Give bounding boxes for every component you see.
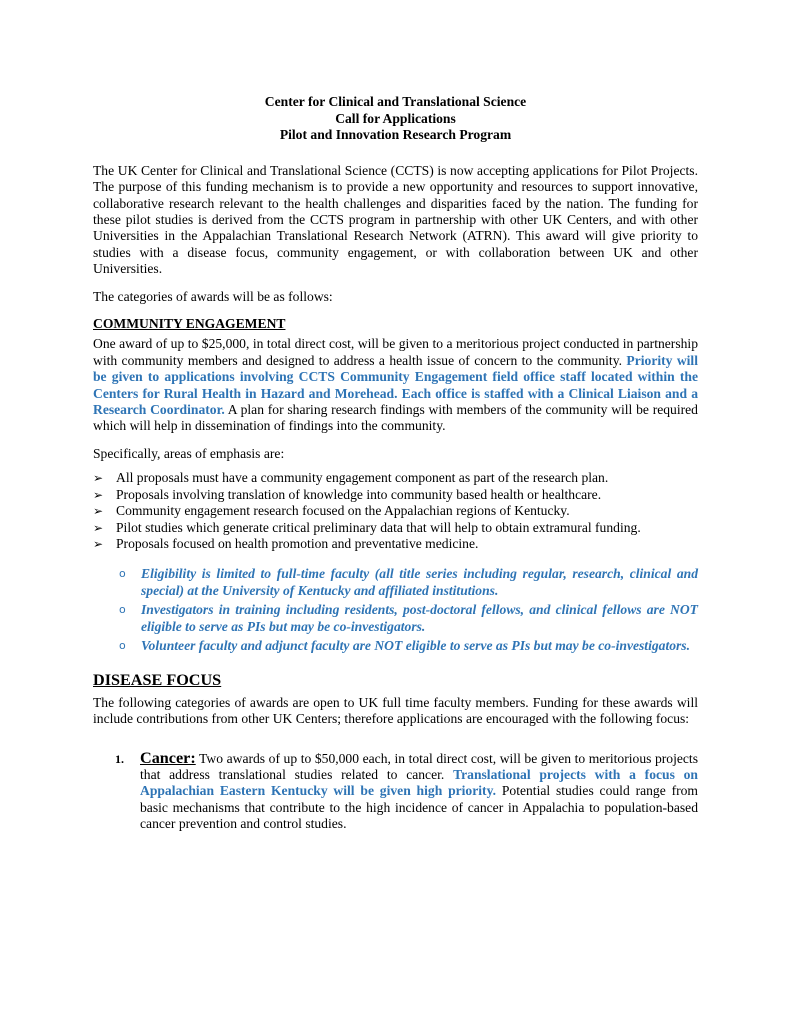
circle-bullet-icon: o [119,567,126,581]
title-line-2: Call for Applications [335,110,456,126]
intro-paragraph: The UK Center for Clinical and Translational Science (CCTS) is now accepting applications for Pilot Projects. The purpose of this funding mechanism is to provide a new opportunity and resources to support innovative, collaborative research relevant to the health challenges and disparities faced by the nation. The funding for these pilot studies is derived from the CCTS program in partnership with other UK Centers, and with other Universities in the Appalachian Translational Research Network (ATRN). This award will give priority to studies with a disease focus, community engagement, or with collaboration between UK and other Universities. [93,162,698,277]
disease-list [115,750,698,833]
list-item: o Eligibility is limited to full-time faculty (all title series including regular, research, clinical and special) at the University of Kentucky and affiliated institutions. [119,566,698,598]
list-item: ➢ All proposals must have a community engagement component as part of the research plan. [93,470,609,486]
list-item: ➢ Community engagement research focused on the Appalachian regions of Kentucky. [93,503,570,519]
community-para-end: A plan for sharing research findings with members of the community will be required which will help in dissemination of findings into the community. [93,402,698,434]
categories-intro: The categories of awards will be as follows: [93,288,333,304]
emphasis-intro: Specifically, areas of emphasis are: [93,445,285,461]
arrow-bullet-icon: ➢ [93,536,104,551]
circle-bullet-icon: o [119,638,126,652]
emphasis-list [93,470,698,552]
circle-bullet-icon: o [119,603,126,617]
document-title [93,94,698,144]
community-para-start: One award of up to $25,000, in total direct cost, will be given to a meritorious project conducted in partnership with community members and designed to address a health issue of concern to the community. [93,336,698,368]
disease-focus-heading: DISEASE FOCUS [93,671,222,690]
arrow-bullet-icon: ➢ [93,471,104,486]
arrow-bullet-icon: ➢ [93,487,104,502]
item-number: 1. [115,751,124,766]
title-line-1: Center for Clinical and Translational Science [264,94,527,109]
list-item: ➢ Proposals involving translation of knowledge into community based health or healthcare. [93,486,602,502]
arrow-bullet-icon: ➢ [93,520,104,535]
eligibility-list [119,566,698,654]
disease-intro: The following categories of awards are open to UK full time faculty members. Funding for these awards will include contributions from other UK Centers; therefore applications are encouraged with the following focus: [93,694,698,727]
list-item: ➢ Proposals focused on health promotion and preventative medicine. [93,535,479,551]
community-priority-text: Priority will be given to applications involving CCTS Community Engagement field office staff located within the Centers for Rural Health in Hazard and Morehead. Each office is staffed with a Clinical Liaison and a Research Coordinator. [93,352,698,418]
community-paragraph [93,336,698,434]
list-item: o Volunteer faculty and adjunct faculty are NOT eligible to serve as PIs but may be co-investigators. [119,637,690,653]
list-item: o Investigators in training including residents, post-doctoral fellows, and clinical fellows are NOT eligible to serve as PIs but may be co-investigators. [119,602,698,634]
community-engagement-heading: COMMUNITY ENGAGEMENT [93,316,286,332]
cancer-priority-text: Translational projects with a focus on Appalachian Eastern Kentucky will be given high priority. [140,766,698,799]
list-item: 1. Cancer: Two awards of up to $50,000 each, in total direct cost, will be given to meritorious projects that address translational studies related to cancer. Translational projects with a focus on Appalachian Eastern Kentucky will be given high priority. Potential studies could range from basic mechanisms that contribute to the high incidence of cancer in Appalachia to population-based cancer prevention and control studies. [115,748,698,832]
cancer-label: Cancer: [140,748,196,767]
title-line-3: Pilot and Innovation Research Program [279,127,512,143]
arrow-bullet-icon: ➢ [93,504,104,519]
list-item: ➢ Pilot studies which generate critical preliminary data that will help to obtain extramural funding. [93,519,641,535]
